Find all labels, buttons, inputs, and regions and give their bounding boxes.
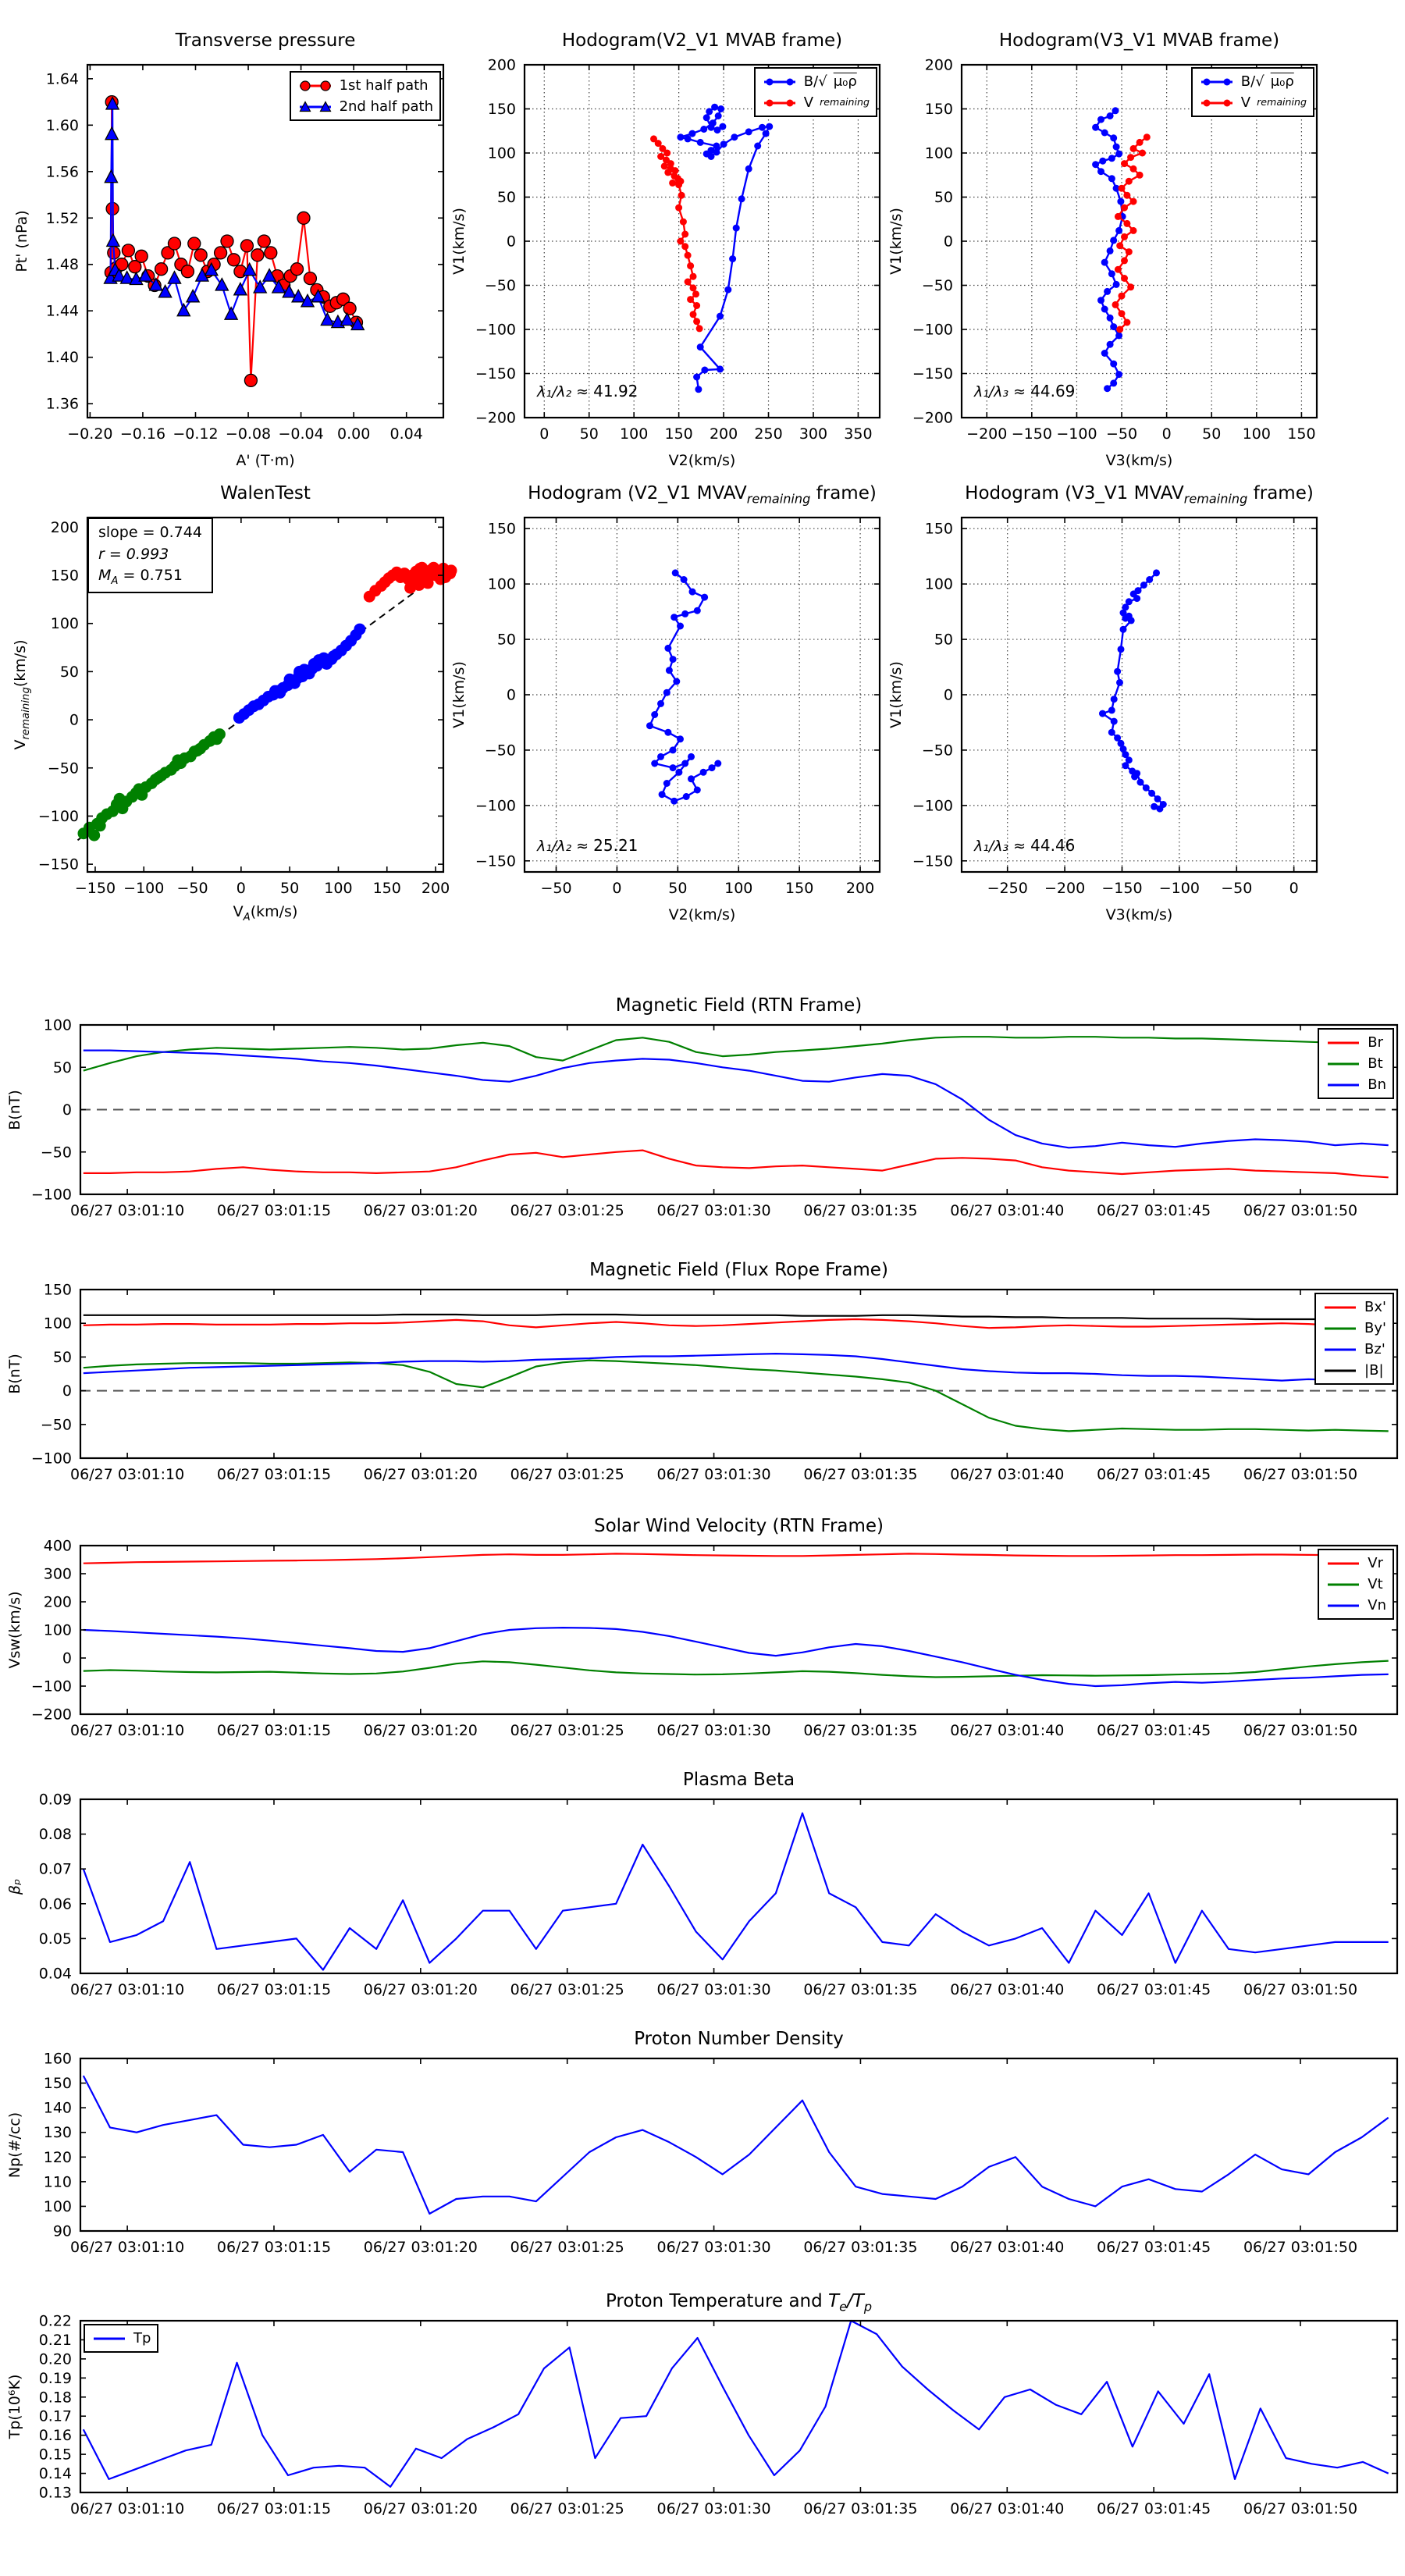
svg-text:250: 250 (754, 425, 783, 443)
chart-magnetic-field-rtn (6, 995, 1397, 1219)
svg-text:0.22: 0.22 (38, 2312, 72, 2330)
svg-text:1.40: 1.40 (45, 349, 79, 367)
svg-text:06/27 03:01:10: 06/27 03:01:10 (70, 1202, 185, 1219)
svg-text:300: 300 (799, 425, 828, 443)
svg-text:1.60: 1.60 (45, 116, 79, 134)
svg-text:50: 50 (496, 189, 516, 206)
chart-title: Hodogram(V3_V1 MVAB frame) (998, 30, 1280, 51)
svg-text:0.00: 0.00 (336, 425, 371, 443)
svg-text:−100: −100 (475, 321, 516, 339)
svg-text:400: 400 (43, 1537, 72, 1555)
svg-text:−100: −100 (30, 1186, 72, 1204)
svg-text:06/27 03:01:25: 06/27 03:01:25 (510, 1466, 624, 1483)
svg-text:100: 100 (43, 1016, 72, 1034)
svg-text:150: 150 (785, 880, 814, 897)
legend-hodogram-v2v1-mvab: B/√ μ₀ρ V remaining (754, 67, 877, 117)
svg-text:06/27 03:01:10: 06/27 03:01:10 (70, 1981, 185, 1998)
svg-text:−150: −150 (912, 365, 953, 382)
svg-text:120: 120 (43, 2148, 72, 2166)
svg-text:06/27 03:01:45: 06/27 03:01:45 (1097, 1722, 1211, 1739)
svg-text:50: 50 (496, 631, 516, 649)
svg-text:−150: −150 (37, 856, 79, 873)
svg-text:06/27 03:01:35: 06/27 03:01:35 (803, 2500, 918, 2517)
svg-text:100: 100 (50, 615, 79, 633)
svg-text:−50: −50 (921, 277, 953, 294)
svg-text:06/27 03:01:35: 06/27 03:01:35 (803, 2239, 918, 2256)
svg-text:06/27 03:01:10: 06/27 03:01:10 (70, 1722, 185, 1739)
walen-fit-stats (87, 518, 213, 593)
svg-text:−0.08: −0.08 (225, 425, 272, 443)
svg-text:0.04: 0.04 (38, 1965, 72, 1983)
stat-slope: slope = 0.744 (98, 524, 202, 541)
svg-text:50: 50 (579, 425, 599, 443)
svg-text:−50: −50 (40, 1416, 72, 1434)
y-axis-label: V1(km/s) (450, 661, 468, 728)
chart-title: Hodogram (V2_V1 $MVAV_{remaining}$ frame) (528, 483, 877, 507)
svg-text:1.36: 1.36 (45, 395, 79, 413)
lambda-ratio-annotation: λ₁/λ₂ ≈ 41.92 (537, 382, 638, 400)
svg-text:50: 50 (668, 880, 688, 897)
svg-text:0.09: 0.09 (38, 1791, 72, 1809)
svg-text:06/27 03:01:25: 06/27 03:01:25 (510, 1722, 624, 1739)
svg-text:0: 0 (943, 233, 953, 251)
svg-text:−0.12: −0.12 (173, 425, 219, 443)
svg-text:−50: −50 (1221, 880, 1253, 897)
svg-text:−0.16: −0.16 (119, 425, 166, 443)
svg-text:0: 0 (62, 1101, 72, 1119)
svg-text:−100: −100 (37, 807, 79, 825)
svg-text:200: 200 (43, 1593, 72, 1611)
svg-text:−100: −100 (1056, 425, 1097, 443)
svg-text:0.06: 0.06 (38, 1895, 72, 1913)
svg-text:06/27 03:01:50: 06/27 03:01:50 (1243, 2239, 1358, 2256)
svg-text:−0.04: −0.04 (278, 425, 324, 443)
svg-text:−50: −50 (921, 742, 953, 760)
svg-text:100: 100 (487, 144, 516, 162)
svg-text:06/27 03:01:50: 06/27 03:01:50 (1243, 1981, 1358, 1998)
svg-text:06/27 03:01:45: 06/27 03:01:45 (1097, 1981, 1211, 1998)
svg-text:06/27 03:01:10: 06/27 03:01:10 (70, 2239, 185, 2256)
chart-transverse-pressure (13, 30, 443, 469)
chart-title: Proton Temperature and $T_e/T_p$ (605, 2291, 873, 2314)
svg-text:06/27 03:01:15: 06/27 03:01:15 (216, 1981, 332, 1998)
svg-text:−50: −50 (47, 760, 79, 777)
svg-text:06/27 03:01:20: 06/27 03:01:20 (363, 1466, 478, 1483)
svg-text:−50: −50 (484, 742, 516, 760)
svg-text:06/27 03:01:50: 06/27 03:01:50 (1243, 1722, 1358, 1739)
svg-text:−150: −150 (475, 365, 516, 382)
svg-text:0: 0 (506, 686, 516, 704)
svg-text:50: 50 (934, 189, 953, 206)
svg-text:100: 100 (43, 2197, 72, 2215)
svg-text:150: 150 (924, 101, 953, 118)
svg-text:0.21: 0.21 (38, 2331, 72, 2349)
chart-title: Proton Number Density (634, 2029, 844, 2049)
svg-text:0.15: 0.15 (38, 2446, 72, 2464)
svg-text:06/27 03:01:20: 06/27 03:01:20 (363, 1202, 478, 1219)
svg-text:−250: −250 (987, 880, 1028, 897)
stat-r: r = 0.993 (98, 545, 169, 563)
svg-text:06/27 03:01:40: 06/27 03:01:40 (950, 1981, 1065, 1998)
legend-proton-temperature: Tp (84, 2324, 158, 2353)
y-axis-label: B(nT) (6, 1089, 23, 1130)
svg-text:−100: −100 (475, 797, 516, 815)
svg-text:150: 150 (50, 567, 79, 585)
svg-text:0.13: 0.13 (38, 2484, 72, 2502)
svg-text:06/27 03:01:30: 06/27 03:01:30 (656, 2239, 771, 2256)
svg-text:−50: −50 (484, 277, 516, 294)
svg-text:−50: −50 (40, 1144, 72, 1162)
chart-hodogram-v3v1-mvab (887, 30, 1317, 469)
svg-text:−50: −50 (176, 880, 208, 897)
y-axis-label: V1(km/s) (450, 208, 468, 275)
svg-text:06/27 03:01:45: 06/27 03:01:45 (1097, 2239, 1211, 2256)
lambda-ratio-annotation: λ₁/λ₃ ≈ 44.46 (974, 836, 1076, 855)
svg-text:06/27 03:01:40: 06/27 03:01:40 (950, 1722, 1065, 1739)
svg-text:130: 130 (43, 2124, 72, 2142)
svg-text:−50: −50 (540, 880, 572, 897)
chart-title: Solar Wind Velocity (RTN Frame) (593, 1516, 884, 1536)
svg-text:300: 300 (43, 1565, 72, 1583)
svg-text:0: 0 (612, 880, 622, 897)
svg-text:−150: −150 (475, 852, 516, 870)
svg-text:0.19: 0.19 (38, 2369, 72, 2387)
svg-text:1.44: 1.44 (45, 302, 79, 320)
svg-text:06/27 03:01:50: 06/27 03:01:50 (1243, 1202, 1358, 1219)
svg-text:06/27 03:01:40: 06/27 03:01:40 (950, 2239, 1065, 2256)
svg-text:50: 50 (280, 880, 300, 897)
svg-text:50: 50 (52, 1348, 72, 1366)
y-axis-label: V1(km/s) (887, 208, 905, 275)
svg-text:−200: −200 (1044, 880, 1086, 897)
x-axis-label: V3(km/s) (1105, 906, 1173, 923)
svg-text:150: 150 (1287, 425, 1316, 443)
svg-text:06/27 03:01:10: 06/27 03:01:10 (70, 1466, 185, 1483)
svg-text:0.17: 0.17 (38, 2407, 72, 2425)
chart-title: Magnetic Field (RTN Frame) (615, 995, 863, 1016)
legend-transverse-pressure: 1st half path 2nd half path (290, 71, 441, 121)
chart-hodogram-v2v1-mvab (450, 30, 880, 469)
stat-mach-alfven: $M_A = 0.751$ (98, 567, 183, 587)
svg-text:50: 50 (52, 1059, 72, 1076)
chart-title: Hodogram(V2_V1 MVAB frame) (561, 30, 843, 51)
svg-text:0.14: 0.14 (38, 2465, 72, 2483)
svg-text:200: 200 (709, 425, 738, 443)
svg-text:0.20: 0.20 (38, 2350, 72, 2368)
svg-text:06/27 03:01:35: 06/27 03:01:35 (803, 1466, 918, 1483)
legend-magnetic-field-rtn: Br Bt Bn (1318, 1028, 1394, 1099)
y-axis-label: Vsw(km/s) (6, 1591, 23, 1669)
svg-text:0.04: 0.04 (389, 425, 423, 443)
svg-text:50: 50 (934, 631, 953, 649)
svg-text:200: 200 (845, 880, 875, 897)
svg-text:1.56: 1.56 (45, 163, 79, 181)
svg-text:110: 110 (43, 2173, 72, 2191)
svg-text:140: 140 (43, 2099, 72, 2117)
svg-text:100: 100 (924, 144, 953, 162)
svg-text:350: 350 (844, 425, 873, 443)
svg-text:150: 150 (372, 880, 401, 897)
svg-text:100: 100 (924, 575, 953, 593)
svg-text:06/27 03:01:20: 06/27 03:01:20 (363, 1722, 478, 1739)
chart-walen-test (12, 483, 450, 923)
svg-text:06/27 03:01:20: 06/27 03:01:20 (363, 1981, 478, 1998)
svg-text:06/27 03:01:50: 06/27 03:01:50 (1243, 2500, 1358, 2517)
svg-text:−200: −200 (966, 425, 1008, 443)
y-axis-label: B(nT) (6, 1354, 23, 1394)
svg-text:0: 0 (62, 1382, 72, 1400)
svg-text:06/27 03:01:25: 06/27 03:01:25 (510, 2239, 624, 2256)
svg-text:100: 100 (724, 880, 753, 897)
svg-text:200: 200 (487, 56, 516, 74)
svg-text:−150: −150 (74, 880, 116, 897)
svg-text:−100: −100 (1158, 880, 1200, 897)
svg-text:06/27 03:01:35: 06/27 03:01:35 (803, 1981, 918, 1998)
svg-text:0.05: 0.05 (38, 1930, 72, 1948)
svg-text:0: 0 (236, 880, 246, 897)
svg-text:0: 0 (69, 711, 79, 729)
svg-text:100: 100 (487, 575, 516, 593)
svg-text:06/27 03:01:25: 06/27 03:01:25 (510, 1202, 624, 1219)
svg-text:150: 150 (664, 425, 693, 443)
x-axis-label: A' (T·m) (236, 452, 295, 469)
svg-text:90: 90 (52, 2222, 72, 2240)
svg-text:−0.20: −0.20 (67, 425, 113, 443)
y-axis-label: $V_{remaining}(km/s)$ (12, 639, 32, 750)
svg-text:06/27 03:01:15: 06/27 03:01:15 (216, 2500, 332, 2517)
svg-text:−100: −100 (912, 797, 953, 815)
svg-text:06/27 03:01:15: 06/27 03:01:15 (216, 2239, 332, 2256)
svg-text:06/27 03:01:35: 06/27 03:01:35 (803, 1722, 918, 1739)
x-axis-label: $V_A(km/s)$ (233, 903, 298, 923)
svg-text:06/27 03:01:40: 06/27 03:01:40 (950, 2500, 1065, 2517)
y-axis-label: Pt' (nPa) (13, 210, 30, 272)
svg-text:06/27 03:01:30: 06/27 03:01:30 (656, 1466, 771, 1483)
svg-text:150: 150 (487, 101, 516, 118)
svg-text:06/27 03:01:45: 06/27 03:01:45 (1097, 2500, 1211, 2517)
svg-text:06/27 03:01:30: 06/27 03:01:30 (656, 1981, 771, 1998)
svg-text:06/27 03:01:20: 06/27 03:01:20 (363, 2239, 478, 2256)
svg-text:−100: −100 (123, 880, 165, 897)
svg-text:150: 150 (924, 520, 953, 538)
chart-proton-temperature (6, 2291, 1397, 2517)
svg-text:200: 200 (924, 56, 953, 74)
svg-text:50: 50 (59, 663, 79, 681)
svg-text:0.18: 0.18 (38, 2389, 72, 2407)
chart-title: Hodogram (V3_V1 $MVAV_{remaining}$ frame) (965, 483, 1314, 507)
svg-text:−150: −150 (1011, 425, 1052, 443)
svg-text:06/27 03:01:45: 06/27 03:01:45 (1097, 1202, 1211, 1219)
svg-text:150: 150 (487, 520, 516, 538)
svg-text:−200: −200 (30, 1706, 72, 1724)
svg-text:06/27 03:01:45: 06/27 03:01:45 (1097, 1466, 1211, 1483)
svg-text:06/27 03:01:25: 06/27 03:01:25 (510, 1981, 624, 1998)
y-axis-label: Tp(10⁶K) (6, 2374, 23, 2439)
svg-text:100: 100 (1242, 425, 1271, 443)
svg-text:06/27 03:01:35: 06/27 03:01:35 (803, 1202, 918, 1219)
svg-text:−50: −50 (1105, 425, 1138, 443)
chart-plasma-beta (6, 1770, 1397, 1998)
x-axis-label: V2(km/s) (668, 452, 736, 469)
x-axis-label: V3(km/s) (1105, 452, 1173, 469)
svg-text:−200: −200 (912, 409, 953, 427)
svg-text:100: 100 (43, 1315, 72, 1332)
svg-text:0: 0 (506, 233, 516, 251)
svg-text:50: 50 (1202, 425, 1222, 443)
lambda-ratio-annotation: λ₁/λ₂ ≈ 25.21 (537, 836, 638, 855)
chart-hodogram-v2v1-mvav (450, 483, 880, 923)
svg-text:06/27 03:01:25: 06/27 03:01:25 (510, 2500, 624, 2517)
legend-magnetic-field-flux-rope: Bx' By' Bz' |B| (1314, 1293, 1394, 1385)
svg-text:1.48: 1.48 (45, 256, 79, 274)
legend-solar-wind-velocity: Vr Vt Vn (1318, 1549, 1394, 1620)
chart-title: Plasma Beta (682, 1770, 795, 1790)
svg-text:−100: −100 (912, 321, 953, 339)
chart-title: WalenTest (220, 483, 311, 503)
chart-title: Magnetic Field (Flux Rope Frame) (589, 1260, 888, 1280)
svg-text:1.52: 1.52 (45, 209, 79, 227)
svg-text:0.16: 0.16 (38, 2427, 72, 2445)
chart-magnetic-field-flux-rope (6, 1260, 1397, 1483)
svg-text:06/27 03:01:15: 06/27 03:01:15 (216, 1202, 332, 1219)
svg-text:0: 0 (539, 425, 550, 443)
svg-text:06/27 03:01:30: 06/27 03:01:30 (656, 1722, 771, 1739)
svg-text:06/27 03:01:10: 06/27 03:01:10 (70, 2500, 185, 2517)
svg-text:150: 150 (43, 1281, 72, 1299)
svg-text:0: 0 (1289, 880, 1299, 897)
svg-text:150: 150 (43, 2075, 72, 2093)
svg-text:06/27 03:01:40: 06/27 03:01:40 (950, 1202, 1065, 1219)
svg-text:0: 0 (1161, 425, 1172, 443)
svg-text:06/27 03:01:15: 06/27 03:01:15 (216, 1466, 332, 1483)
svg-text:−150: −150 (912, 852, 953, 870)
svg-text:160: 160 (43, 2050, 72, 2068)
svg-text:06/27 03:01:50: 06/27 03:01:50 (1243, 1466, 1358, 1483)
svg-text:200: 200 (421, 880, 450, 897)
legend-hodogram-v3v1-mvab: B/√ μ₀ρ V remaining (1191, 67, 1314, 117)
x-axis-label: V2(km/s) (668, 906, 736, 923)
svg-text:06/27 03:01:20: 06/27 03:01:20 (363, 2500, 478, 2517)
chart-proton-number-density (6, 2029, 1397, 2256)
y-axis-label: Np(#/cc) (6, 2112, 23, 2178)
chart-hodogram-v3v1-mvav (887, 483, 1317, 923)
svg-text:200: 200 (50, 518, 79, 536)
svg-text:0.08: 0.08 (38, 1826, 72, 1844)
svg-text:06/27 03:01:40: 06/27 03:01:40 (950, 1466, 1065, 1483)
lambda-ratio-annotation: λ₁/λ₃ ≈ 44.69 (974, 382, 1076, 400)
y-axis-label: βₚ (6, 1878, 23, 1895)
svg-text:100: 100 (620, 425, 649, 443)
svg-text:−200: −200 (475, 409, 516, 427)
chart-solar-wind-velocity (6, 1516, 1397, 1739)
svg-text:100: 100 (324, 880, 353, 897)
svg-text:0: 0 (943, 686, 953, 704)
svg-text:06/27 03:01:15: 06/27 03:01:15 (216, 1722, 332, 1739)
svg-text:−100: −100 (30, 1678, 72, 1695)
svg-text:−150: −150 (1101, 880, 1143, 897)
y-axis-label: V1(km/s) (887, 661, 905, 728)
svg-text:1.64: 1.64 (45, 70, 79, 88)
svg-text:06/27 03:01:30: 06/27 03:01:30 (656, 2500, 771, 2517)
chart-title: Transverse pressure (175, 30, 356, 51)
svg-text:06/27 03:01:30: 06/27 03:01:30 (656, 1202, 771, 1219)
svg-text:−100: −100 (30, 1450, 72, 1468)
svg-text:100: 100 (43, 1621, 72, 1639)
svg-text:0.07: 0.07 (38, 1860, 72, 1878)
svg-text:0: 0 (62, 1649, 72, 1667)
